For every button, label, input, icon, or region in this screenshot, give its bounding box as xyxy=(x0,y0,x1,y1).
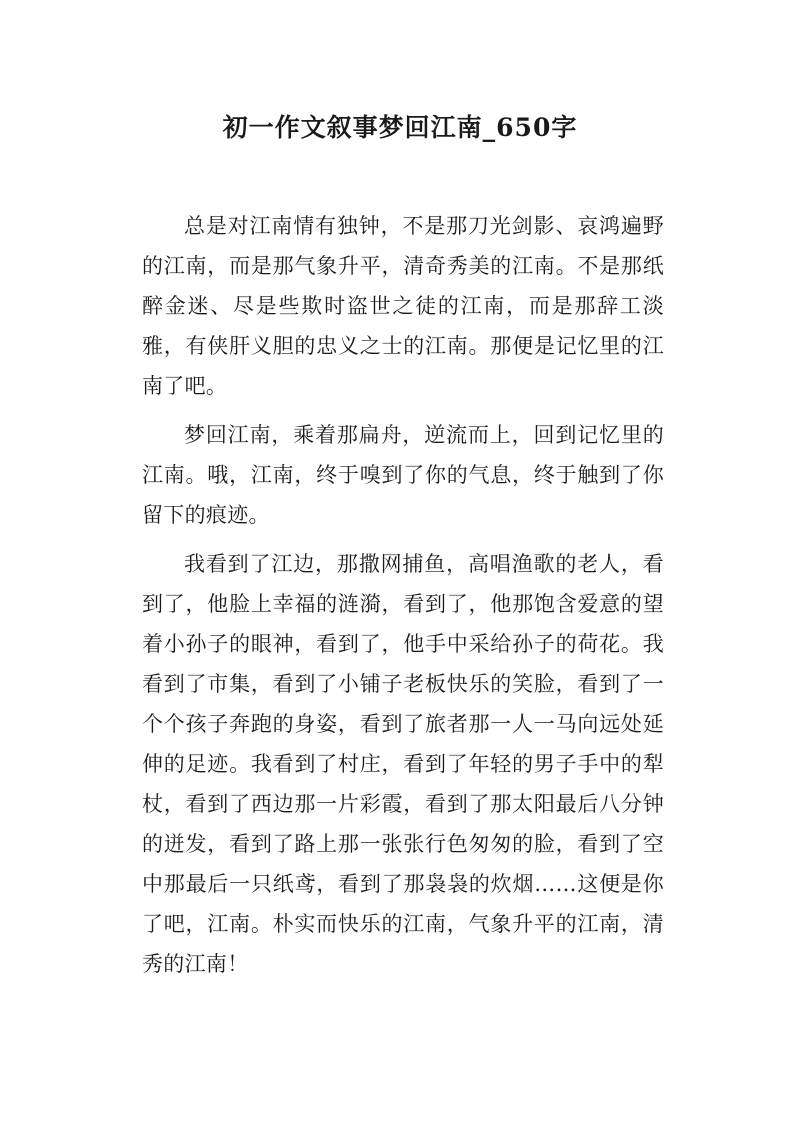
paragraph-2: 梦回江南，乘着那扁舟，逆流而上，回到记忆里的江南。哦，江南，终于嗅到了你的气息，终于触到了你留下的痕迹。 xyxy=(142,423,664,527)
document-body xyxy=(142,206,664,984)
document-title: 初一作文叙事梦回江南_650字 xyxy=(222,113,578,142)
paragraph-1: 总是对江南情有独钟，不是那刀光剑影、哀鸿遍野的江南，而是那气象升平，清奇秀美的江南。不是那纸醉金迷、尽是些欺时盗世之徒的江南，而是那辞工淡雅，有侠肝义胆的忠义之士的江南。那便是记忆里的江南了吧。 xyxy=(142,214,664,398)
paragraph-3: 我看到了江边，那撒网捕鱼，高唱渔歌的老人，看到了，他脸上幸福的涟漪，看到了，他那饱含爱意的望着小孙子的眼神，看到了，他手中采给孙子的荷花。我看到了市集，看到了小铺子老板快乐的笑脸，看到了一个个孩子奔跑的身姿，看到了旅者那一人一马向远处延伸的足迹。我看到了村庄，看到了年轻的男子手中的犁杖，看到了西边那一片彩霞，看到了那太阳最后八分钟的迸发，看到了路上那一张张行色匆匆的脸，看到了空中那最后一只纸鸢，看到了那袅袅的炊烟……这便是你了吧，江南。朴实而快乐的江南，气象升平的江南，清秀的江南！ xyxy=(142,552,664,976)
